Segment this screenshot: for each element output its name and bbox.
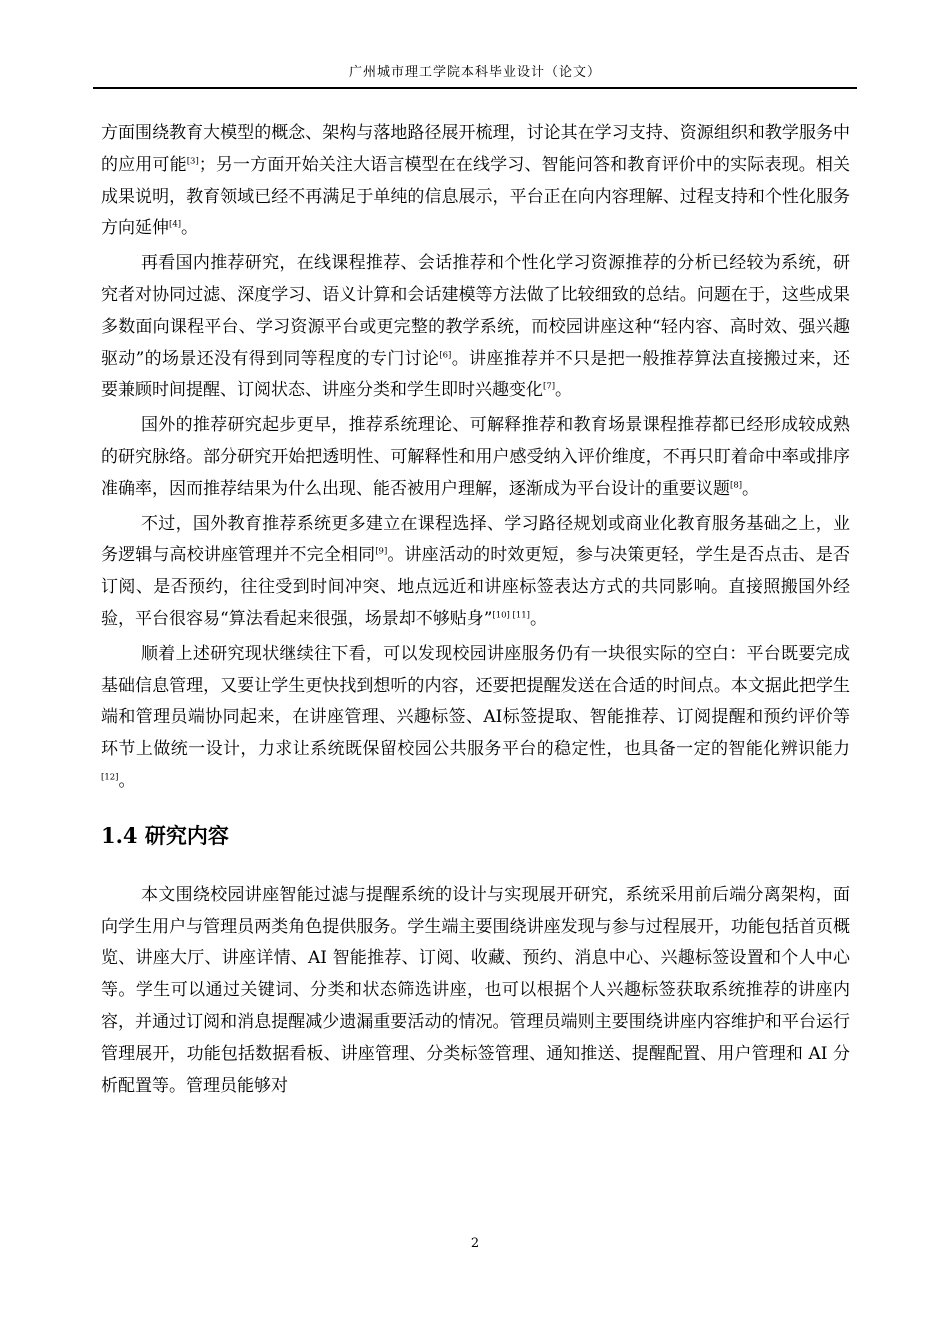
paragraph-text: 方面围绕教育大模型的概念、架构与落地路径展开梳理，讨论其在学习支持、资源组织和教学服务中的应用可能 (101, 123, 850, 175)
paragraph-text: 。讲座活动的时效更短，参与决策更轻，学生是否点击、是否订阅、是否预约，往往受到时间冲突、地点远近和讲座标签表达方式的共同影响。直接照搬国外经验，平台很容易“算法看起来很强，场景却不够贴身” (101, 545, 851, 629)
section-heading: 1.4 研究内容 (101, 822, 229, 848)
citation: [7] (543, 381, 556, 392)
paragraph-text: 再看国内推荐研究，在线课程推荐、会话推荐和个性化学习资源推荐的分析已经较为系统，研究者对协同过滤、深度学习、语义计算和会话建模等方法做了比较细致的总结。问题在于，这些成果多数面向课程平台、学习资源平台或更完整的教学系统，而校园讲座这种“轻内容、高时效、强兴趣驱动”的场景还没有得到同等程度的专门讨论 (101, 253, 850, 369)
paragraph-domestic-recommendation (101, 248, 850, 407)
paragraph-research-content: 本文围绕校园讲座智能过滤与提醒系统的设计与实现展开研究，系统采用前后端分离架构，面向学生用户与管理员两类角色提供服务。学生端主要围绕讲座发现与参与过程展开，功能包括首页概览、讲座大厅、讲座详情、AI 智能推荐、订阅、收藏、预约、消息中心、兴趣标签设置和个人中心等。学生可以通过关键词、分类和状态筛选讲座，也可以根据个人兴趣标签获取系统推荐的讲座内容，并通过订阅和消息提醒减少遗漏重要活动的情况。管理员端则主要围绕讲座内容维护和平台运行管理展开，功能包括数据看板、讲座管理、分类标签管理、通知推送、提醒配置、用户管理和 AI 分析配置等。管理员能够对 (101, 884, 850, 1096)
paragraph-text: 。讲座推荐并不只是把一般推荐算法直接搬过来，还要兼顾时间提醒、订阅状态、讲座分类和学生即时兴趣变化 (101, 348, 850, 401)
paragraph-foreign-limitations (101, 509, 850, 636)
paragraph-foreign-research (101, 410, 850, 505)
page-header: 广州城市理工学院本科毕业设计（论文） (348, 65, 601, 80)
citation: [8] (730, 480, 743, 491)
paragraph-text: 。 (742, 478, 760, 499)
citation: [9] (375, 546, 388, 557)
paragraph-text: 国外的推荐研究起步更早，推荐系统理论、可解释推荐和教育场景课程推荐都已经形成较成熟的研究脉络。部分研究开始把透明性、可解释性和用户感受纳入评价维度，不再只盯着命中率或排序准确率，因而推荐结果为什么出现、能否被用户理解，逐渐成为平台设计的重要议题 (101, 415, 850, 499)
citation: [6] (439, 349, 452, 360)
paragraph-text: ；另一方面开始关注大语言模型在在线学习、智能问答和教育评价中的实际表现。相关成果说明，教育领域已经不再满足于单纯的信息展示，平台正在向内容理解、过程支持和个性化服务方向延伸 (101, 154, 851, 239)
page-body (101, 118, 850, 1105)
paragraph-text: 。 (530, 608, 547, 629)
citation: [12] (101, 772, 119, 783)
citation: [4] (169, 219, 182, 230)
header-rule (93, 87, 857, 89)
paragraph-text: 。 (555, 380, 573, 401)
citation: [3] (186, 156, 199, 167)
paragraph-text: 。 (118, 770, 136, 791)
paragraph-continuation (101, 118, 850, 245)
paragraph-research-gap (101, 639, 850, 798)
paragraph-text: 顺着上述研究现状继续往下看，可以发现校园讲座服务仍有一块很实际的空白：平台既要完成基础信息管理，又要让学生更快找到想听的内容，还要把提醒发送在合适的时间点。本文据此把学生端和管理员端协同起来，在讲座管理、兴趣标签、AI标签提取、智能推荐、订阅提醒和预约评价等环节上做统一设计，力求让系统既保留校园公共服务平台的稳定性，也具备一定的智能化辨识能力 (101, 643, 850, 760)
paragraph-text: 。 (181, 218, 199, 239)
citation: [10] [11] (492, 610, 530, 621)
page-number: 2 (470, 1236, 480, 1251)
paragraph-text: 不过，国外教育推荐系统更多建立在课程选择、学习路径规划或商业化教育服务基础之上，业务逻辑与高校讲座管理并不完全相同 (101, 513, 850, 566)
